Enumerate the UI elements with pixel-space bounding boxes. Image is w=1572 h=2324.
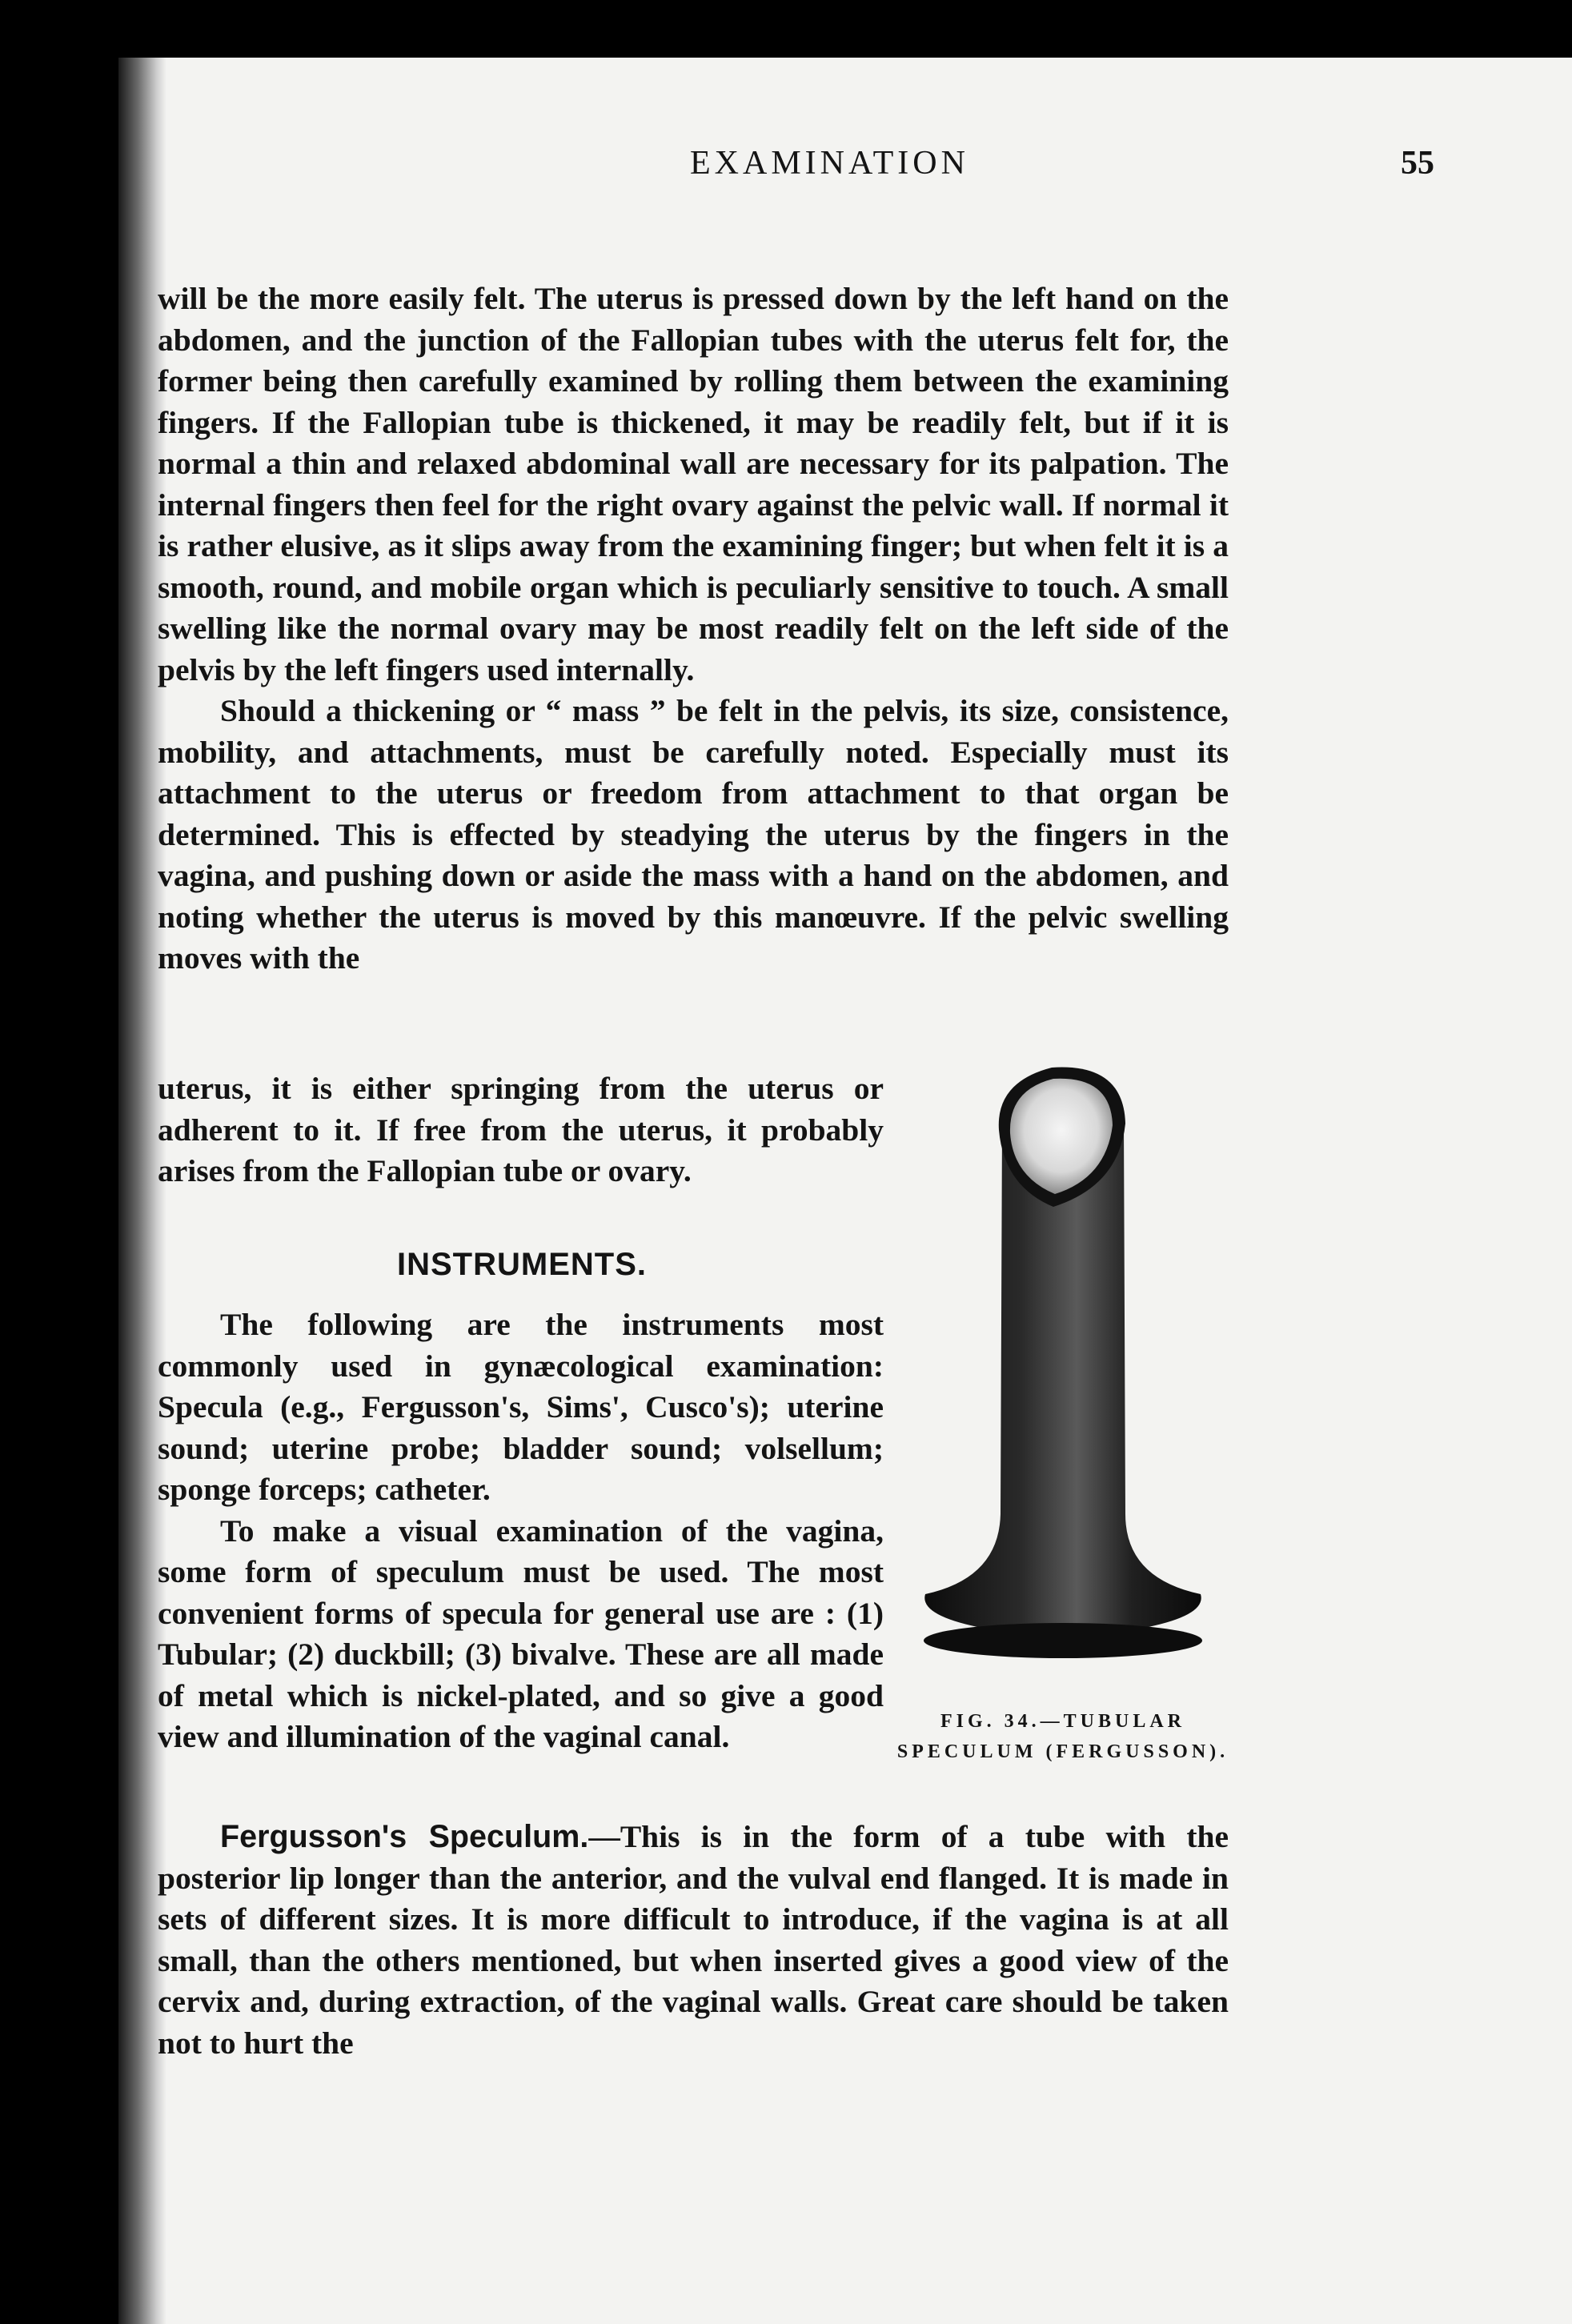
paragraph-mass-intro: Should a thickening or “ mass ” be felt in the pelvis, its size, consistence, mobility, and attachments, must be carefully noted. Especially must its attachment to the uterus or freedom from attachment to that organ be determined. This is effected by steadying the uterus by the fingers in the vagina, and pushing down or aside the mass with a hand on the abdomen, and noting whether the uterus is moved by this manœuvre. If the pelvic swelling moves with the [158, 693, 1229, 976]
paragraph-fergusson [158, 1817, 1229, 2064]
figure-caption [895, 1706, 1231, 1767]
running-head: EXAMINATION [690, 145, 969, 182]
tubular-speculum-icon [916, 1066, 1210, 1658]
body-text-instruments [158, 1304, 884, 1758]
figure-caption-line-2: SPECULUM (FERGUSSON). [896, 1741, 1229, 1762]
body-text-top [158, 278, 1229, 980]
page-header [160, 144, 1572, 208]
section-heading-instruments: INSTRUMENTS. [397, 1247, 647, 1282]
fergusson-run-in-heading: Fergusson's Speculum. [220, 1819, 589, 1854]
paragraph-visual-exam: To make a visual examination of the vagina, some form of speculum must be used. The most convenient forms of specula for general use are : (1) Tubular; (2) duckbill; (3) bivalve. These are all made of metal which is nickel-plated, and so give a good view and illumination of the vaginal canal. [158, 1513, 884, 1754]
body-text-fergusson [158, 1817, 1229, 2064]
fergusson-text: —This is in the form of a tube with the posterior lip longer than the anterior, and the vulval end flanged. It is made in sets of different sizes. It is more difficult to introduce, if the vagina is at all small, than the others mentioned, but when inserted gives a good view of the cervix and, during extraction, of the vaginal walls. Great care should be taken not to hurt the [158, 1819, 1229, 2061]
paragraph-continued: will be the more easily felt. The uterus is pressed down by the left hand on the abdomen, and the junction of the Fallopian tubes with the uterus felt for, the former being then carefully examined by rolling them between the examining fingers. If the Fallopian tube is thickened, it may be readily felt, but if it is normal a thin and relaxed abdominal wall are necessary for its palpation. The internal fingers then feel for the right ovary against the pelvic wall. If normal it is rather elusive, as it slips away from the examining finger; but when felt it is a smooth, round, and mobile organ which is peculiarly sensitive to touch. A small swelling like the normal ovary may be most readily felt on the left side of the pelvis by the left fingers used internally. [158, 281, 1229, 687]
paragraph-mass-end: uterus, it is either springing from the uterus or adherent to it. If free from the uterus, it probably arises from the Fallopian tube or ovary. [158, 1071, 884, 1188]
page-number: 55 [1401, 145, 1434, 182]
paragraph-instruments-list: The following are the instruments most commonly used in gynæcological examination: Specula (e.g., Fergusson's, Sims', Cusco's); uterine sound; uterine probe; bladder sound; volsellum; sponge forceps; catheter. [158, 1307, 884, 1507]
figure-caption-line-1: FIG. 34.—TUBULAR [940, 1711, 1186, 1732]
figure-34 [895, 1066, 1231, 1786]
body-text-beside-figure [158, 1068, 884, 1192]
